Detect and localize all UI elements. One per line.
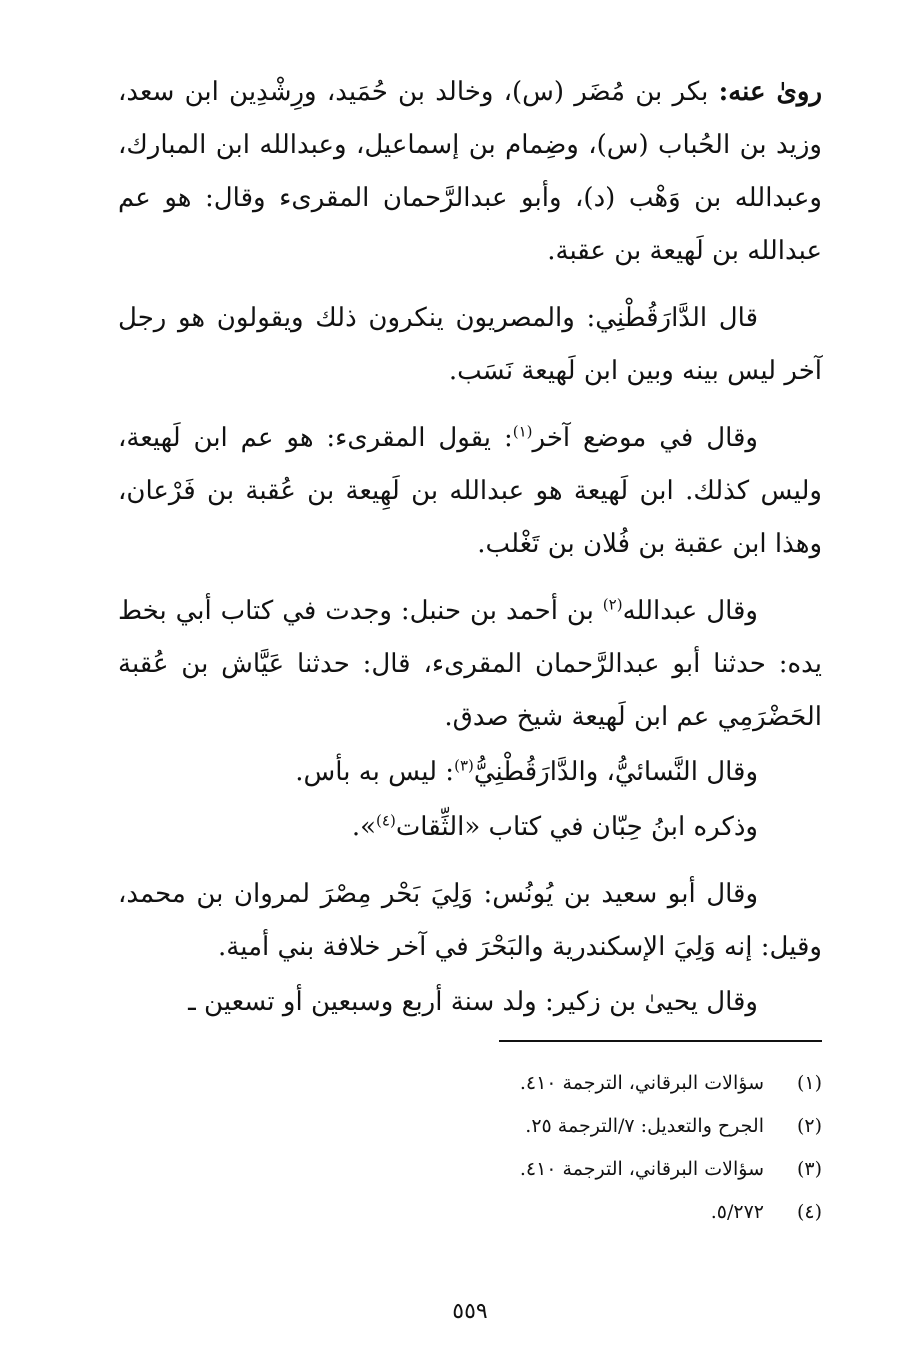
yahya-text: وقال يحيىٰ بن زكير: ولد سنة أربع وسبعين أو تسعين ـ [188, 987, 758, 1017]
footnote-text: سؤالات البرقاني، الترجمة ٤١٠. [519, 1072, 764, 1094]
footnote-text: سؤالات البرقاني، الترجمة ٤١٠. [519, 1158, 764, 1180]
ibn-hibban-text-before: وذكره ابنُ حِبّان في كتاب «الثِّقات [395, 812, 758, 842]
footnote-ref-3[interactable]: (٣) [454, 756, 474, 775]
footnote-number: (٣) [796, 1158, 822, 1180]
footnote-item [118, 1148, 822, 1191]
footnote-item [118, 1062, 822, 1105]
paragraph-abdullah-ahmad [118, 585, 822, 744]
footnote-item [118, 1105, 822, 1148]
footnote-item [118, 1191, 822, 1234]
daraqutni-text: قال الدَّارَقُطْنِي: والمصريون ينكرون ذلك ويقولون هو رجل آخر ليس بينه وبين ابن لَهيعة نَسَب. [118, 303, 822, 386]
book-page [118, 66, 822, 1336]
paragraph-yahya [118, 976, 822, 1029]
page-number: ٥٥٩ [452, 1299, 488, 1324]
main-text [118, 66, 822, 1029]
narrators-heading: روىٰ عنه: [718, 77, 822, 107]
footnote-number: (٤) [796, 1201, 822, 1223]
footnote-ref-4[interactable]: (٤) [376, 811, 396, 830]
footnote-ref-1[interactable]: (١) [512, 422, 533, 441]
footnote-text: الجرح والتعديل: ٧/الترجمة ٢٥. [525, 1115, 764, 1137]
ibn-yunus-text: وقال أبو سعيد بن يُونُس: وَلِيَ بَحْر مِصْرَ لمروان بن محمد، وقيل: إنه وَلِيَ الإسكندرية والبَحْرَ في آخر خلافة بني أمية. [118, 879, 822, 962]
footnote-separator [499, 1040, 822, 1042]
footnote-ref-2[interactable]: (٢) [602, 595, 623, 614]
another-place-text-after: : يقول المقرىء: هو عم ابن لَهيعة، وليس كذلك. ابن لَهيعة هو عبدالله بن لَهِيعة بن عُقبة بن فَرْعان، وهذا ابن عقبة بن فُلان بن تَغْلب. [118, 423, 822, 559]
paragraph-ibn-hibban [118, 801, 822, 854]
narrators-text: بكر بن مُضَر (س)، وخالد بن حُمَيد، ورِشْدِين ابن سعد، وزيد بن الحُباب (س)، وضِمام بن إسماعيل، وعبدالله ابن المبارك، وعبدالله بن وَهْب (د)، وأبو عبدالرَّحمان المقرىء وقال: هو عم عبدالله بن لَهيعة بن عقبة. [118, 77, 822, 266]
footnotes [118, 1062, 822, 1234]
abdullah-text-before: وقال عبدالله [622, 596, 758, 626]
nasai-text-after: : ليس به بأس. [295, 757, 455, 787]
ibn-hibban-text-after: ». [351, 812, 377, 842]
footnote-text: ٥/٢٧٢. [710, 1201, 764, 1223]
paragraph-nasai [118, 746, 822, 799]
paragraph-ibn-yunus [118, 868, 822, 974]
footnote-number: (١) [796, 1072, 822, 1094]
paragraph-daraqutni [118, 292, 822, 398]
another-place-text-before: وقال في موضع آخر [532, 423, 758, 453]
paragraph-another-place [118, 412, 822, 571]
footnote-number: (٢) [796, 1115, 822, 1137]
paragraph-narrators [118, 66, 822, 278]
nasai-text-before: وقال النَّسائيُّ، والدَّارَقُطْنِيُّ [473, 757, 758, 787]
abdullah-text-after: بن أحمد بن حنبل: وجدت في كتاب أبي بخط يده: حدثنا أبو عبدالرَّحمان المقرىء، قال: حدثنا عَيَّاش بن عُقبة الحَضْرَمِي عم ابن لَهيعة شيخ صدق. [118, 596, 822, 732]
